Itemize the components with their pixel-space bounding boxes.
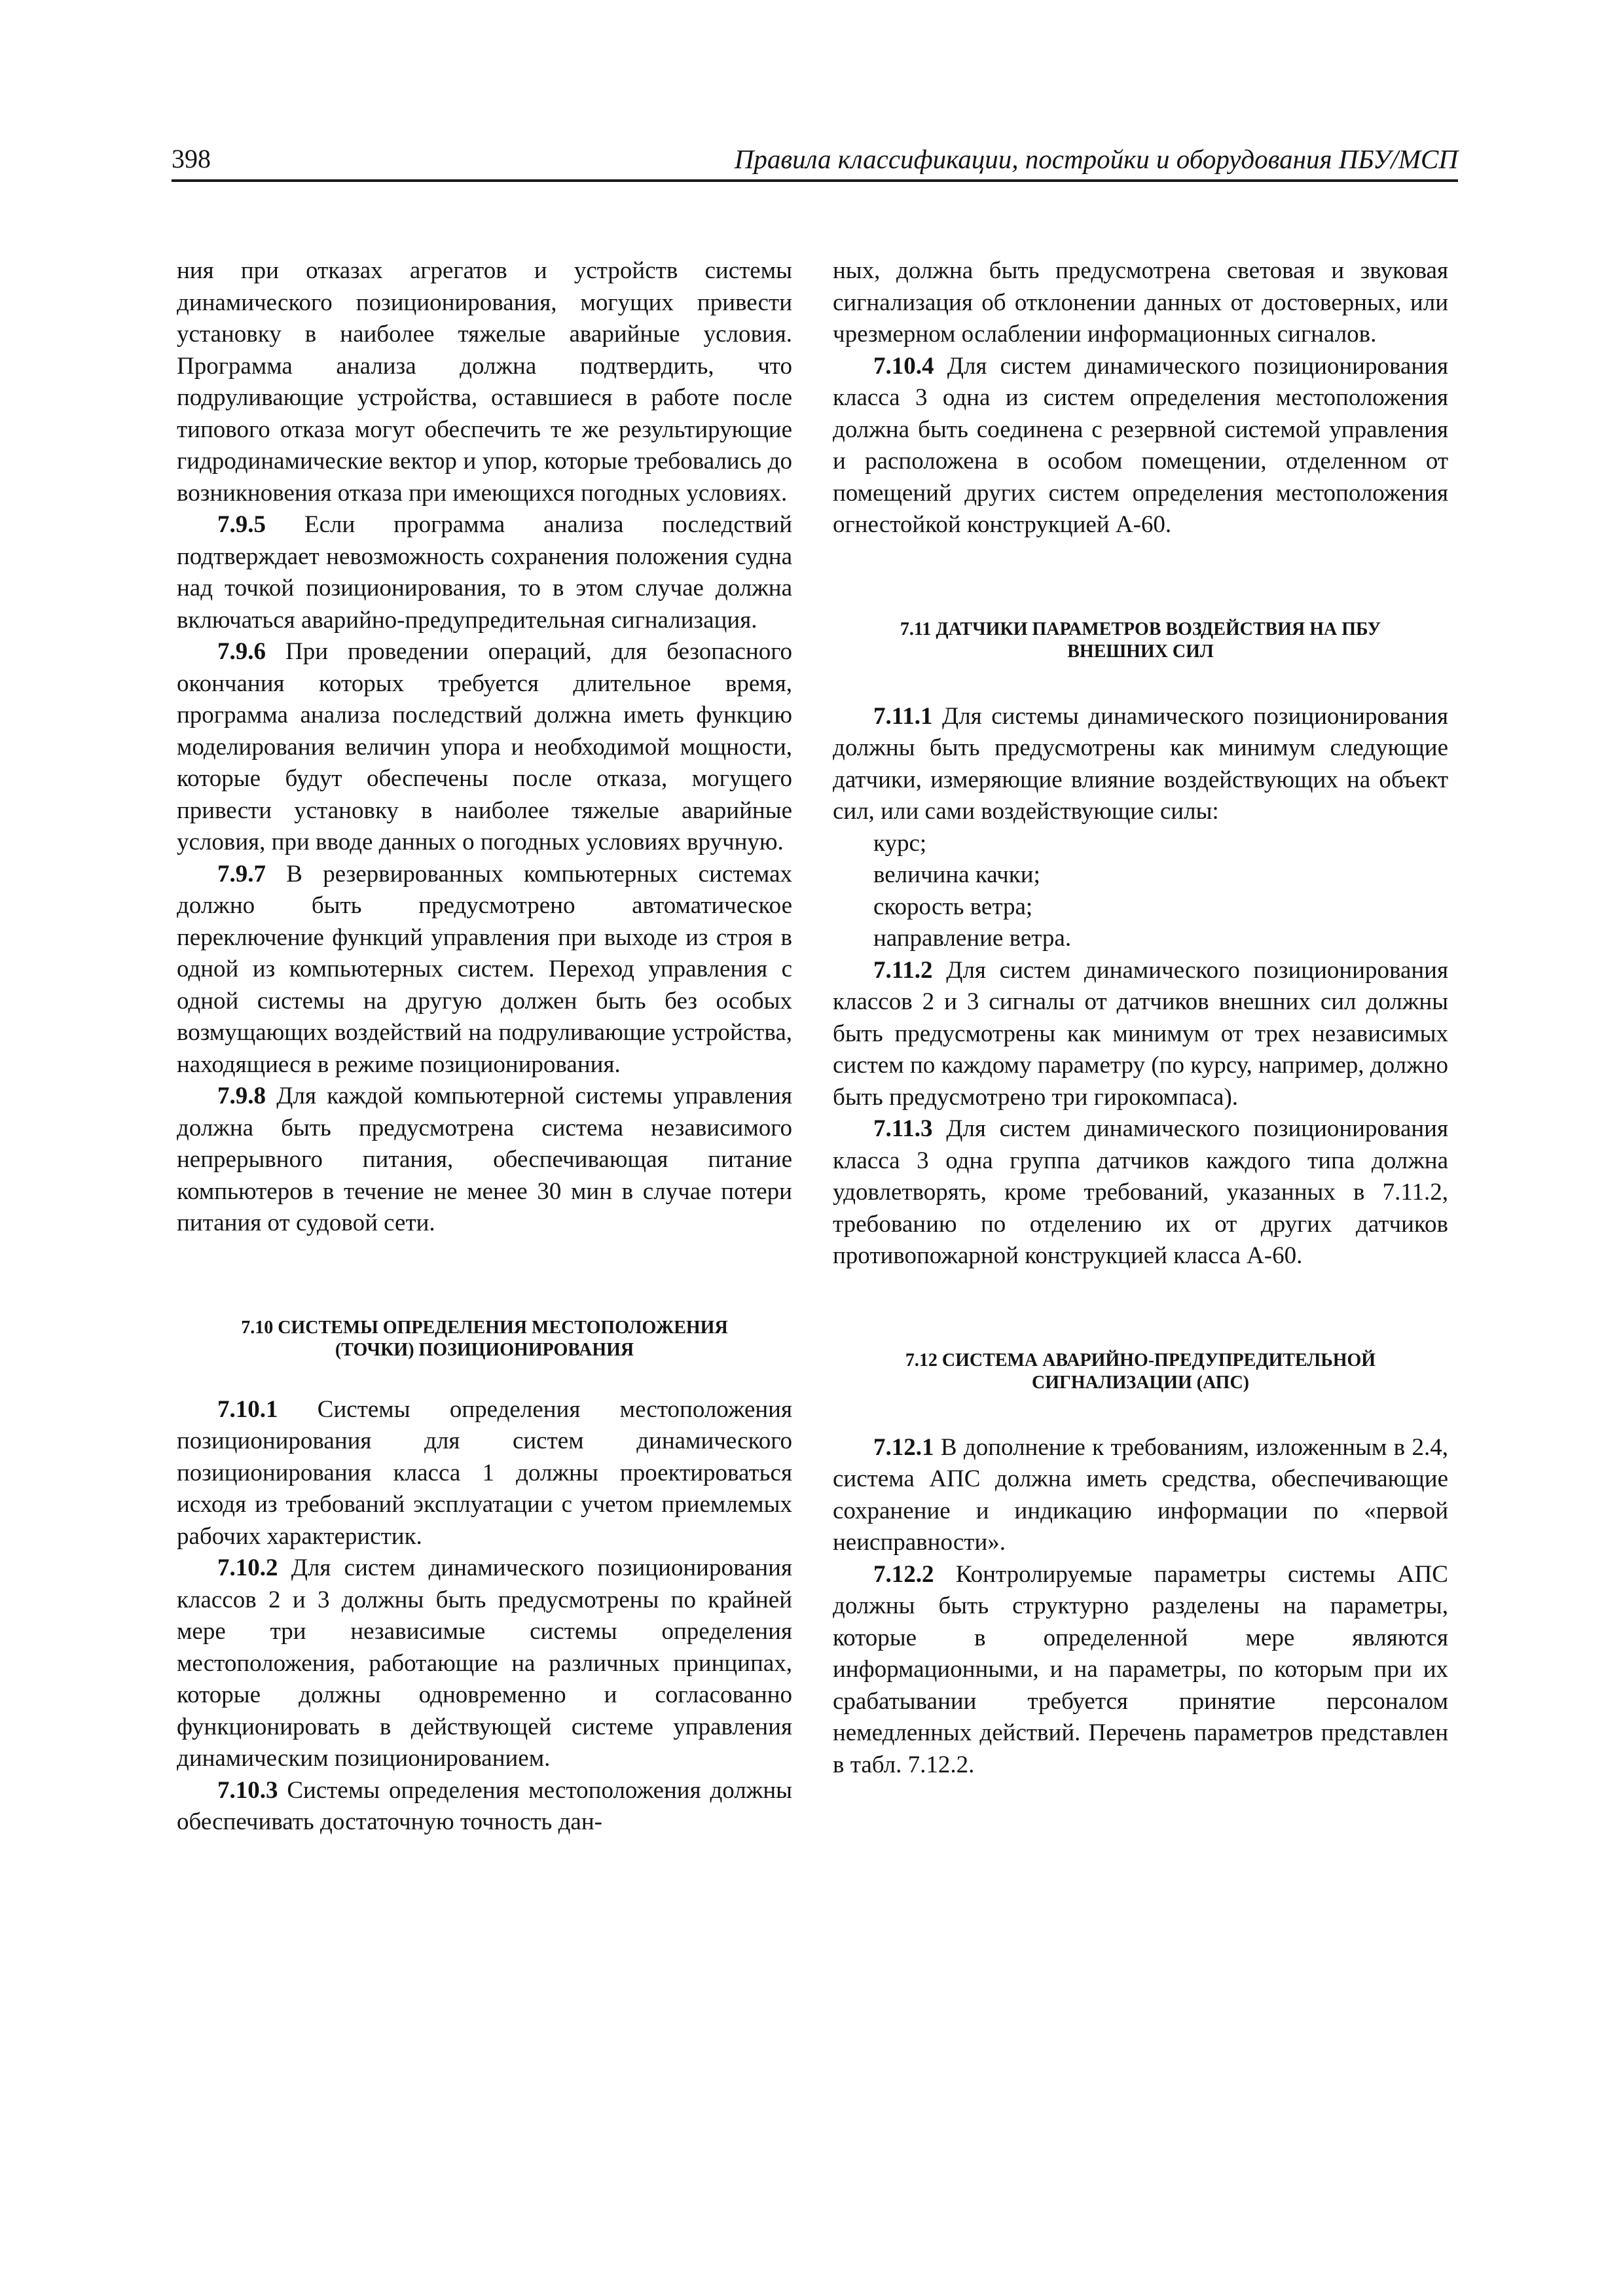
section-title-line: 7.12 СИСТЕМА АВАРИЙНО-ПРЕДУПРЕДИТЕЛЬНОЙ bbox=[905, 1350, 1376, 1371]
paragraph-continuation: ных, должна быть предусмотрена световая и звуковая сигнализация об отклонении данных от достоверных, или чрезмерном ослаблении информационных сигналов. bbox=[833, 257, 1448, 348]
clause-number: 7.9.6 bbox=[217, 638, 266, 665]
clause-number: 7.10.2 bbox=[217, 1554, 278, 1581]
clause-text: Для системы динамического позиционирования должны быть предусмотрены как минимум следующие датчики, измеряющие влияние воздействующих на объект сил, или сами воздействующие силы: bbox=[833, 702, 1448, 825]
clause-number: 7.10.4 bbox=[873, 352, 934, 380]
clause-number: 7.10.3 bbox=[217, 1776, 278, 1804]
section-title-line: (ТОЧКИ) ПОЗИЦИОНИРОВАНИЯ bbox=[335, 1339, 634, 1360]
paragraph-7-10-4 bbox=[833, 351, 1448, 541]
list-item: величина качки; bbox=[873, 861, 1040, 888]
clause-text: Для каждой компьютерной системы управления должна быть предусмотрена система независимого непрерывного питания, обеспечивающая питание компьютеров в течение не менее 30 мин в случае потери питания от судовой сети. bbox=[177, 1083, 792, 1236]
paragraph-7-9-7 bbox=[177, 859, 792, 1081]
left-column bbox=[177, 255, 792, 1839]
paragraph-7-10-3 bbox=[177, 1775, 792, 1839]
clause-number: 7.12.1 bbox=[873, 1433, 934, 1461]
clause-text: При проведении операций, для безопасного окончания которых требуется длительное время, программа анализа последствий должна иметь функцию моделирования величин упора и необходимой мощности, которые будут обеспечены после отказа, могущего привести установку в наиболее тяжелые аварийные условия, при вводе данных о погодных условиях вручную. bbox=[177, 638, 792, 855]
section-title-7-11 bbox=[833, 619, 1448, 663]
section-title-7-12 bbox=[833, 1350, 1448, 1394]
clause-number: 7.10.1 bbox=[217, 1395, 278, 1423]
clause-number: 7.9.7 bbox=[217, 860, 266, 888]
section-title-line: ВНЕШНИХ СИЛ bbox=[1067, 641, 1214, 662]
running-title: Правила классификации, постройки и оборудования ПБУ/МСП bbox=[734, 144, 1458, 174]
paragraph-continuation: ния при отказах агрегатов и устройств системы динамического позиционирования, могущих привести установку в наиболее тяжелые аварийные условия. Программа анализа должна подтвердить, что подруливающие устройства, оставшиеся в работе после типового отказа могут обеспечить те же результирующие гидродинамические вектор и упор, которые требовались до возникновения отказа при имеющихся погодных условиях. bbox=[177, 257, 792, 507]
clause-number: 7.11.3 bbox=[873, 1115, 933, 1142]
paragraph-7-12-2 bbox=[833, 1559, 1448, 1782]
clause-number: 7.9.5 bbox=[217, 511, 266, 538]
paragraph-7-9-5 bbox=[177, 509, 792, 636]
clause-text: Если программа анализа последствий подтверждает невозможность сохранения положения судна над точкой позиционирования, то в этом случае должна включаться аварийно-предупредительная сигнализация. bbox=[177, 511, 792, 634]
page-number: 398 bbox=[172, 144, 211, 173]
clause-number: 7.11.1 bbox=[873, 702, 933, 730]
clause-text: В резервированных компьютерных системах должно быть предусмотрено автоматическое переключение функций управления при выходе из строя в одной из компьютерных систем. Переход управления с одной системы на другую должен быть без особых возмущающих воздействий на подруливающие устройства, находящиеся в режиме позиционирования. bbox=[177, 860, 792, 1078]
clause-text: Для систем динамического позиционирования классов 2 и 3 сигналы от датчиков внешних сил должны быть предусмотрены как минимум от трех независимых систем по каждому параметру (по курсу, например, должно быть предусмотрено три гирокомпаса). bbox=[833, 956, 1448, 1111]
clause-text: Контролируемые параметры системы АПС должны быть структурно разделены на параметры, которые в определенной мере являются информационными, и на параметры, по которым при их срабатывании требуется принятие персоналом немедленных действий. Перечень параметров представлен в табл. 7.12.2. bbox=[833, 1560, 1448, 1778]
section-title-line: 7.11 ДАТЧИКИ ПАРАМЕТРОВ ВОЗДЕЙСТВИЯ НА ПБУ bbox=[900, 619, 1381, 639]
list-item: скорость ветра; bbox=[873, 893, 1033, 920]
paragraph-7-11-2 bbox=[833, 955, 1448, 1114]
clause-text: Для систем динамического позиционирования класса 3 одна из систем определения местоположения должна быть соединена с резервной системой управления и расположена в особом помещении, отделенном от помещений других систем определения местоположения огнестойкой конструкцией А-60. bbox=[833, 352, 1448, 538]
paragraph-7-11-3 bbox=[833, 1113, 1448, 1272]
list-item: курс; bbox=[873, 829, 927, 857]
clause-number: 7.12.2 bbox=[873, 1560, 934, 1588]
paragraph-7-11-1 bbox=[833, 701, 1448, 828]
paragraph-7-12-1 bbox=[833, 1432, 1448, 1559]
clause-text: Системы определения местоположения должны обеспечивать достаточную точность дан- bbox=[177, 1776, 792, 1835]
paragraph-7-10-1 bbox=[177, 1394, 792, 1553]
paragraph-7-10-2 bbox=[177, 1552, 792, 1775]
page-header bbox=[172, 139, 1458, 182]
list-item: направление ветра. bbox=[873, 925, 1072, 952]
section-title-line: 7.10 СИСТЕМЫ ОПРЕДЕЛЕНИЯ МЕСТОПОЛОЖЕНИЯ bbox=[241, 1317, 728, 1338]
clause-number: 7.9.8 bbox=[217, 1083, 266, 1109]
clause-text: Системы определения местоположения позиционирования для систем динамического позиционирования класса 1 должны проектироваться исходя из требований эксплуатации с учетом приемлемых рабочих характеристик. bbox=[177, 1395, 792, 1550]
clause-text: Для систем динамического позиционирования класса 3 одна группа датчиков каждого типа должна удовлетворять, кроме требований, указанных в 7.11.2, требованию по отделению их от других датчиков противопожарной конструкцией класса А-60. bbox=[833, 1115, 1448, 1269]
clause-text: Для систем динамического позиционирования классов 2 и 3 должны быть предусмотрены по крайней мере три независимые системы определения местоположения, работающие на различных принципах, которые должны одновременно и согласованно функционировать в действующей системе управления динамическим позиционированием. bbox=[177, 1554, 792, 1772]
paragraph-7-9-6 bbox=[177, 636, 792, 859]
clause-number: 7.11.2 bbox=[873, 956, 933, 984]
paragraph-7-9-8 bbox=[177, 1081, 792, 1240]
clause-text: В дополнение к требованиям, изложенным в 2.4, система АПС должна иметь средства, обеспечивающие сохранение и индикацию информации по «первой неисправности». bbox=[833, 1433, 1448, 1556]
right-column bbox=[833, 255, 1448, 1781]
section-title-7-10 bbox=[177, 1317, 792, 1361]
section-title-line: СИГНАЛИЗАЦИИ (АПС) bbox=[1032, 1372, 1249, 1393]
